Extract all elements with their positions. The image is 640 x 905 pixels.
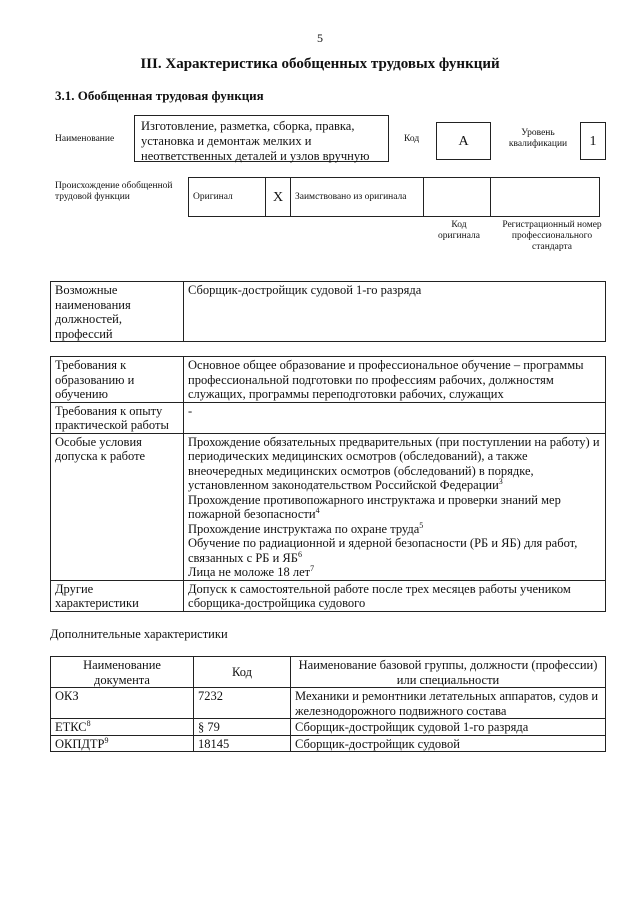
extra-table [50,656,606,752]
row-document: ЕТКС$^8$ [51,719,194,736]
borrowed-label: Заимствовано из оригинала [291,178,424,217]
header-document: Наименование документа [51,657,194,688]
table-row [51,735,606,752]
conditions-label: Особые условия допуска к работе [51,433,184,580]
condition-item: Прохождение инструктажа по охране труда$^5$ [188,520,424,536]
registration-number-label: Регистрационный номер профессионального стандарта [502,220,602,252]
header-name: Наименование базовой группы, должности (профессии) или специальности [291,657,606,688]
registration-number-cell [491,178,600,217]
table-row [51,688,606,719]
subsection-title: 3.1. Обобщенная трудовая функция [55,88,264,103]
function-code-field: А [436,122,491,160]
positions-label: Возможные наименования должностей, профессий [51,282,184,342]
page-number: 5 [317,31,323,45]
origin-label: Происхождение обобщенной трудовой функции [55,181,173,202]
row-document: ОКПДТР$^9$ [51,735,194,752]
extra-title: Дополнительные характеристики [50,627,228,641]
condition-item: Лица не моложе 18 лет$^7$ [188,563,315,579]
row-code: § 79 [194,719,291,736]
condition-item: Прохождение обязательных предварительных (при поступлении на работу) и периодических медицинских осмотров (обследований), а также внеочередных медицинских осмотров (обследований) в порядке, установленном законодательством Российской Федерации$^3$ [188,434,600,492]
header-code: Код [194,657,291,688]
name-label: Наименование [55,134,115,144]
education-value: Основное общее образование и профессиональное обучение – программы профессиональной подготовки по профессиям рабочих, должностям служащих, программы переподготовки рабочих, служащих [184,357,606,403]
original-mark: X [266,178,291,217]
origin-table [188,177,600,217]
positions-value: Сборщик-достройщик судовой 1-го разряда [184,282,606,342]
other-value: Допуск к самостоятельной работе после трех месяцев работы учеником сборщика-достройщика судового [184,580,606,611]
row-name: Сборщик-достройщик судовой [291,735,606,752]
positions-table [50,281,606,342]
code-label: Код [404,134,420,144]
qualification-level-field: 1 [580,122,606,160]
function-name-field: Изготовление, разметка, сборка, правка, установка и демонтаж мелких и неответственных деталей и узлов вручную [134,115,389,162]
requirements-table [50,356,606,612]
qualification-level-label: Уровень квалификации [508,128,568,149]
row-code: 18145 [194,735,291,752]
row-code: 7232 [194,688,291,719]
other-label: Другие характеристики [51,580,184,611]
condition-item: Обучение по радиационной и ядерной безопасности (РБ и ЯБ) для работ, связанных с РБ и $ЯБ^6$ [188,536,578,565]
original-code-cell [424,178,491,217]
row-name: Сборщик-достройщик судовой 1-го разряда [291,719,606,736]
experience-value: - [184,402,606,433]
table-row [51,719,606,736]
original-code-label: Код оригинала [438,220,480,241]
row-name: Механики и ремонтники летательных аппаратов, судов и железнодорожного подвижного состава [291,688,606,719]
original-label: Оригинал [189,178,266,217]
condition-item: Прохождение противопожарного инструктажа и проверки знаний мер пожарной безопасности$^4$ [188,492,561,521]
row-document: ОКЗ [51,688,194,719]
education-label: Требования к образованию и обучению [51,357,184,403]
experience-label: Требования к опыту практической работы [51,402,184,433]
conditions-value [184,433,606,580]
section-title: III. Характеристика обобщенных трудовых функций [140,56,500,72]
